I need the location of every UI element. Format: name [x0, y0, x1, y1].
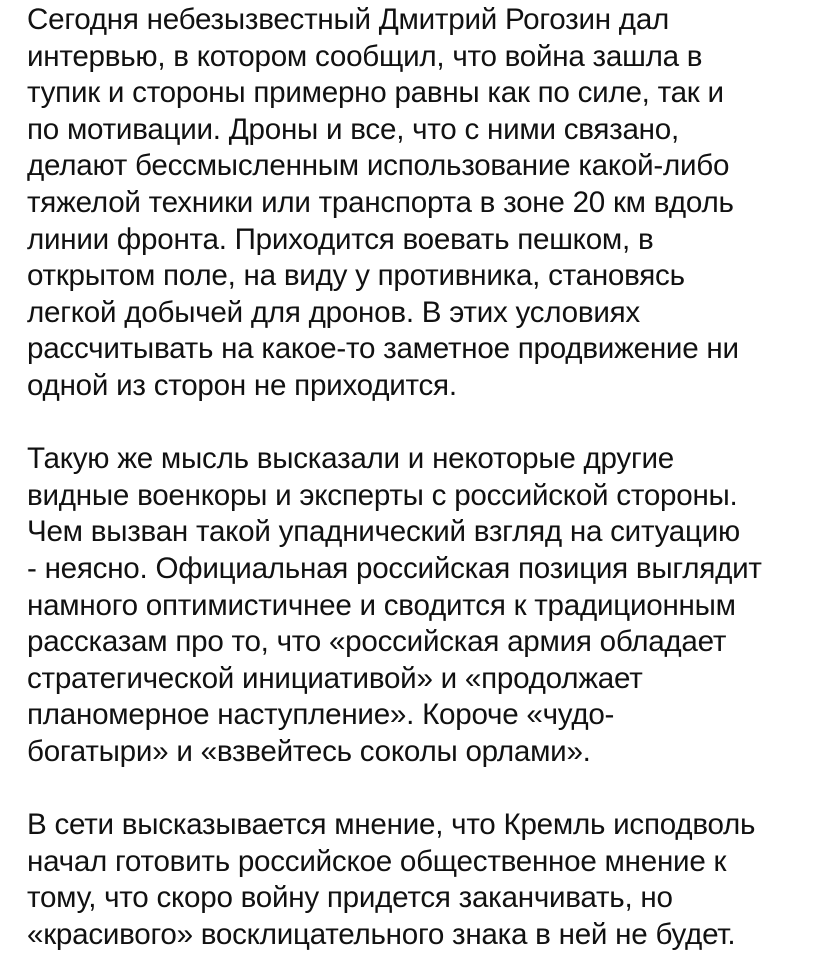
text-line: - неясно. Официальная российская позиция выглядит	[27, 551, 762, 585]
text-line: «красивого» восклицательного знака в ней не будет.	[27, 917, 736, 951]
text-line: по мотивации. Дроны и все, что с ними связано,	[27, 112, 679, 146]
text-line: рассказам про то, что «российская армия обладает	[27, 625, 727, 659]
text-line: планомерное наступление». Короче «чудо-	[27, 698, 615, 732]
text-line: тому, что скоро войну придется заканчивать, но	[27, 881, 673, 915]
paragraph-3	[27, 807, 817, 953]
paragraph-gap	[27, 405, 817, 442]
text-line: богатыри» и «взвейтесь соколы орлами».	[27, 734, 591, 768]
text-line: интервью, в котором сообщил, что война зашла в	[27, 39, 703, 73]
text-line: Сегодня небезызвестный Дмитрий Рогозин дал	[27, 3, 670, 36]
paragraph-1	[27, 2, 817, 405]
text-line: линии фронта. Приходится воевать пешком, в	[27, 222, 654, 256]
text-line: открытом поле, на виду у противника, становясь	[27, 259, 685, 293]
text-line: одной из сторон не приходится.	[27, 368, 457, 402]
text-line: легкой добычей для дронов. В этих условиях	[27, 295, 640, 329]
text-line: делают бессмысленным использование какой-либо	[27, 149, 730, 183]
text-line: тяжелой техники или транспорта в зоне 20 км вдоль	[27, 185, 734, 219]
text-line: видные военкоры и эксперты с российской стороны.	[27, 478, 738, 512]
paragraph-2	[27, 441, 817, 770]
text-line: Такую же мысль высказали и некоторые другие	[27, 442, 675, 476]
text-line: В сети высказывается мнение, что Кремль исподволь	[27, 808, 756, 842]
post-text	[27, 2, 817, 953]
text-line: тупик и стороны примерно равны как по силе, так и	[27, 76, 724, 110]
text-line: рассчитывать на какое-то заметное продвижение ни	[27, 332, 739, 366]
text-line: стратегической инициативой» и «продолжает	[27, 661, 643, 695]
text-line: намного оптимистичнее и сводится к традиционным	[27, 588, 736, 622]
paragraph-gap	[27, 770, 817, 807]
text-line: Чем вызван такой упаднический взгляд на ситуацию	[27, 515, 740, 549]
text-line: начал готовить российское общественное мнение к	[27, 844, 727, 878]
